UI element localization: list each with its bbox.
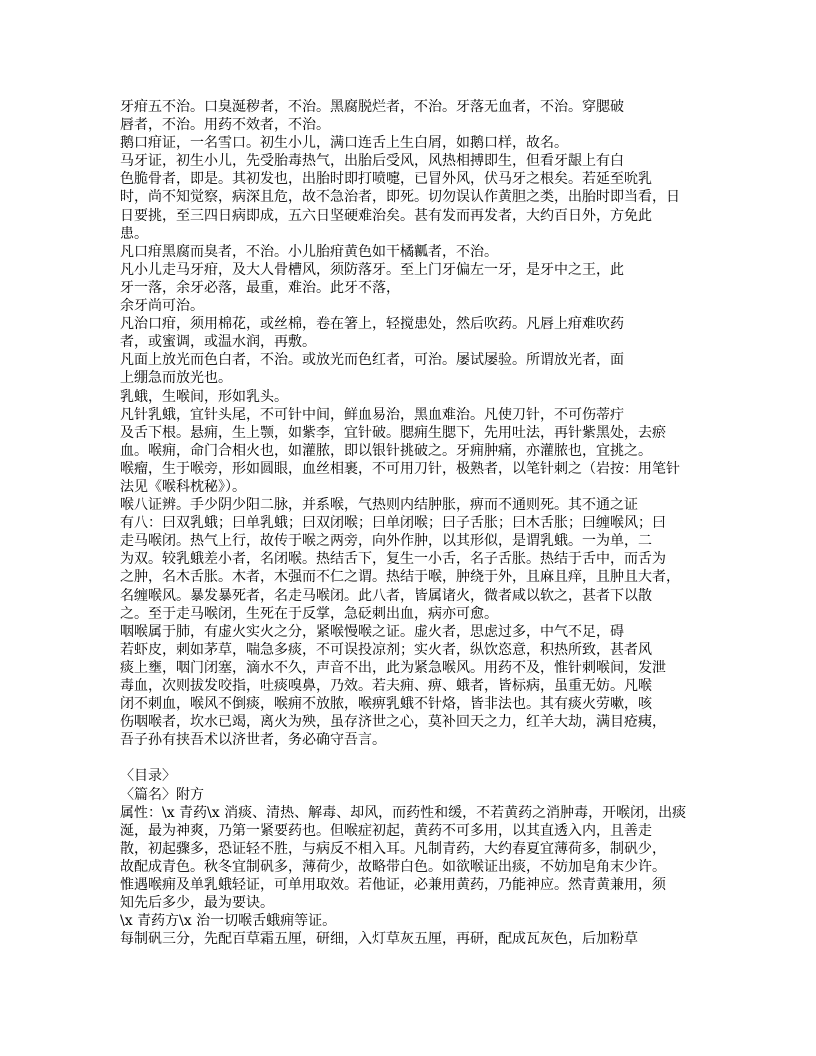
text-line: 凡面上放光而色白者，不治。或放光而色红者，可治。屡试屡验。所谓放光者，面 [120, 352, 624, 369]
text-line: 血。喉痈，命门合相火也，如灌脓，即以银针挑破之。牙痈肿痛，亦灌脓也，宜挑之。 [120, 442, 652, 459]
text-line: 喉八证辨。手少阴少阳二脉，并系喉，气热则内结肿胀，痹而不通则死。其不通之证 [120, 497, 638, 514]
text-line: 患。 [120, 225, 148, 242]
text-line: 马牙证，初生小儿，先受胎毒热气，出胎后受风，风热相搏即生，但看牙龈上有白 [120, 153, 624, 170]
text-line: 色脆骨者，即是。其初发也，出胎时即打喷嚏，已冒外风，伏马牙之根矣。若延至吮乳 [120, 171, 652, 188]
text-line: 每制矾三分，先配百草霜五厘，研细，入灯草灰五厘，再研，配成瓦灰色，后加粉草 [120, 931, 638, 948]
text-line: 散，初起骤多，恐证轻不胜，与病反不相入耳。凡制青药，大约春夏宜薄荷多，制矾少， [120, 840, 666, 857]
text-line: 鹅口疳证，一名雪口。初生小儿，满口连舌上生白屑，如鹅口样，故名。 [120, 135, 568, 152]
text-line: 之。至于走马喉闭，生死在于反掌，急砭刺出血，病亦可愈。 [120, 605, 498, 622]
text-line: 伤咽喉者，坎水已竭，离火为殃，虽存济世之心，莫补回天之力，红羊大劫，满目疮痍， [120, 714, 666, 731]
text-line: 凡口疳黑腐而臭者，不治。小儿胎疳黄色如干橘瓤者，不治。 [120, 243, 498, 260]
text-line: 为双。较乳蛾差小者，名闭喉。热结舌下，复生一小舌，名子舌胀。热结于舌中，而舌为 [120, 551, 666, 568]
text-line: 名缠喉风。暴发暴死者，名走马喉闭。此八者，皆属诸火，微者咸以软之，甚者下以散 [120, 587, 652, 604]
text-line: 喉瘤，生于喉旁，形如圆眼，血丝相裹，不可用刀针，极熟者，以笔针刺之（岩按：用笔针 [120, 460, 680, 477]
text-line: 故配成青色。秋冬宜制矾多，薄荷少，故略带白色。如欲喉证出痰，不妨加皂角末少许。 [120, 858, 666, 875]
text-line: 有八：曰双乳蛾；曰单乳蛾；曰双闭喉；曰单闭喉；曰子舌胀；曰木舌胀；曰缠喉风；曰 [120, 515, 666, 532]
text-line: 法见《喉科枕秘》）。 [120, 478, 246, 495]
text-line: 凡针乳蛾，宜针头尾，不可针中间，鲜血易治，黑血难治。凡使刀针，不可伤蒂疔 [120, 406, 624, 423]
document-page [120, 98, 720, 948]
text-line: 走马喉闭。热气上行，故传于喉之两旁，向外作肿，以其形似，是谓乳蛾。一为单，二 [120, 533, 652, 550]
text-line: 属性：\x 青药\x 消痰、清热、解毒、却风，而药性和缓，不若黄药之消肿毒，开喉闭，出痰 [120, 804, 687, 821]
section-mouth-throat-disorders [120, 98, 720, 749]
text-line: 唇者，不治。用药不效者，不治。 [120, 117, 330, 134]
section-appended-formulas [120, 767, 720, 948]
text-line: 牙疳五不治。口臭涎秽者，不治。黑腐脱烂者，不治。牙落无血者，不治。穿腮破 [120, 99, 624, 115]
text-line: \x 青药方\x 治一切喉舌蛾痈等证。 [120, 913, 337, 930]
text-line: 及舌下根。悬痈，生上颚，如紫李，宜针破。腮痈生腮下，先用吐法，再针紫黑处，去瘀 [120, 424, 666, 441]
text-line: 涎，最为神爽，乃第一紧要药也。但喉症初起，黄药不可多用，以其直透入内，且善走 [120, 822, 652, 839]
text-line: 乳蛾，生喉间，形如乳头。 [120, 388, 288, 405]
text-line: 凡治口疳，须用棉花，或丝棉，卷在箸上，轻搅患处，然后吹药。凡唇上疳难吹药 [120, 316, 624, 333]
text-line: 吾子孙有挟吾术以济世者，务必确守吾言。 [120, 732, 386, 749]
text-line: 之肿，名木舌胀。木者，木强而不仁之谓。热结于喉，肿绕于外，且麻且痒，且肿且大者， [120, 569, 680, 586]
blank-line [120, 749, 720, 767]
text-line: 余牙尚可治。 [120, 298, 204, 315]
text-line: 毒血，次则拔发咬指，吐痰嗅鼻，乃效。若夫痈、痹、蛾者，皆标病，虽重无妨。凡喉 [120, 678, 652, 694]
text-line: 若虾皮，刺如茅草，喘急多痰，不可误投凉剂；实火者，纵饮恣意，积热所致，甚者风 [120, 641, 652, 658]
text-line: 牙一落，余牙必落，最重，难治。此牙不落， [120, 279, 400, 296]
text-line: 上绷急而放光也。 [120, 370, 232, 387]
text-line: 时，尚不知觉察，病深且危，故不急治者，即死。切勿误认作黄胆之类，出胎时即当看，日 [120, 189, 680, 206]
chapter-title: 〈篇名〉附方 [120, 786, 204, 803]
text-line: 闭不刺血，喉风不倒痰，喉痈不放脓，喉痹乳蛾不针烙，皆非法也。其有痰火劳嗽，咳 [120, 696, 652, 713]
text-line: 咽喉属于肺，有虚火实火之分，紧喉慢喉之证。虚火者，思虑过多，中气不足，碍 [120, 623, 624, 640]
text-line: 痰上壅，咽门闭塞，滴水不久，声音不出，此为紧急喉风。用药不及，惟针刺喉间，发泄 [120, 659, 666, 676]
text-line: 惟遇喉痈及单乳蛾轻证，可单用取效。若他证，必兼用黄药，乃能神应。然青黄兼用，须 [120, 877, 666, 894]
text-line: 知先后多少，最为要诀。 [120, 895, 274, 912]
toc-marker: 〈目录〉 [120, 768, 176, 785]
text-line: 凡小儿走马牙疳，及大人骨槽风，须防落牙。至上门牙偏左一牙，是牙中之王，此 [120, 261, 624, 278]
text-line: 日要挑，至三四日病即成，五六日坚硬难治矣。甚有发而再发者，大约百日外，方免此 [120, 207, 652, 224]
text-line: 者，或蜜调，或温水润，再敷。 [120, 334, 316, 351]
